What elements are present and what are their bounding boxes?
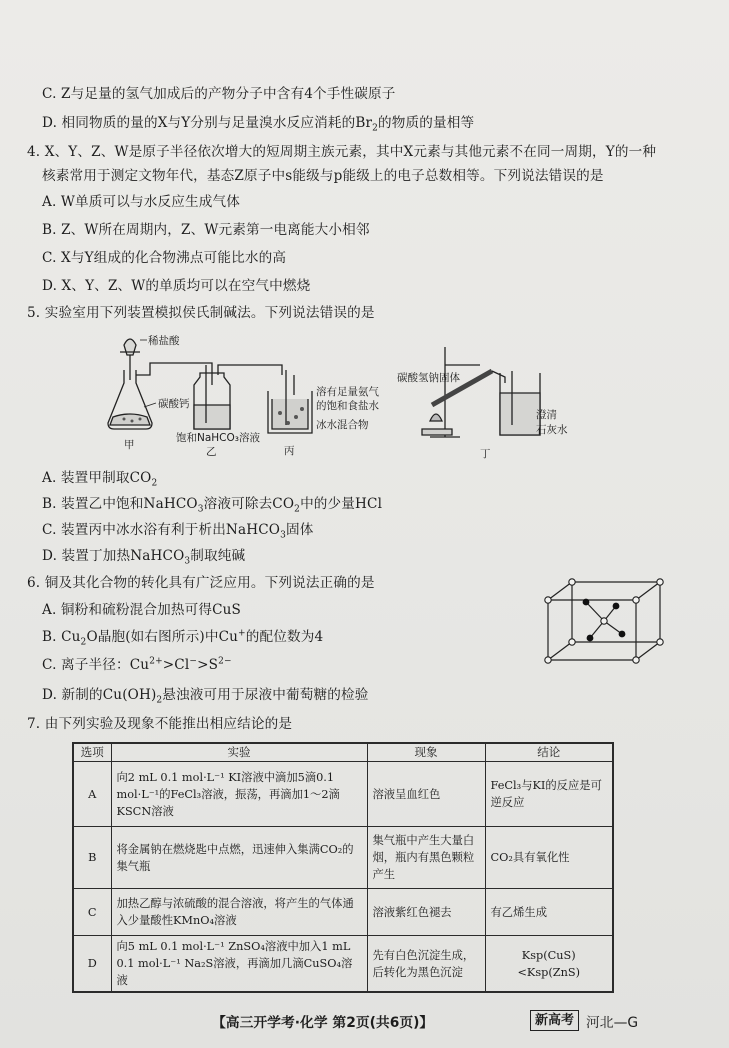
row-conclusion: CO₂具有氧化性	[485, 827, 613, 889]
row-experiment: 向5 mL 0.1 mol·L⁻¹ ZnSO₄溶液中加入1 mL 0.1 mol·L⁻¹ Na₂S溶液，再滴加几滴CuSO₄溶液	[111, 936, 367, 993]
table-row	[73, 762, 613, 827]
label-brine-2: 的饱和食盐水	[316, 400, 379, 412]
label-ice-water: 冰水混合物	[316, 419, 369, 431]
q4-option-c: C. X与Y组成的化合物沸点可能比水的高	[42, 250, 287, 266]
row-experiment: 向2 mL 0.1 mol·L⁻¹ KI溶液中滴加5滴0.1 mol·L⁻¹的FeCl₃溶液，振荡，再滴加1～2滴KSCN溶液	[111, 762, 367, 827]
q3-option-d: D. 相同物质的量的X与Y分别与足量溴水反应消耗的$Br_2$的物质的量相等	[42, 115, 475, 134]
row-phenomenon: 溶液呈血红色	[367, 762, 485, 827]
label-nahco3-solid: 碳酸氢钠固体	[397, 372, 460, 384]
table-header-row	[73, 743, 613, 762]
row-option: D	[73, 936, 111, 993]
q4-option-b: B. Z、W所在周期内，Z、W元素第一电离能大小相邻	[42, 222, 370, 238]
label-lime-2: 石灰水	[536, 424, 568, 436]
table-row	[73, 827, 613, 889]
label-jia: 甲	[124, 439, 135, 451]
row-experiment: 将金属钠在燃烧匙中点燃，迅速伸入集满CO₂的集气瓶	[111, 827, 367, 889]
q6-stem: 6. 铜及其化合物的转化具有广泛应用。下列说法正确的是	[27, 575, 375, 591]
q3-option-c: C. Z与足量的氢气加成后的产物分子中含有4个手性碳原子	[42, 86, 396, 102]
q5-option-a: A. 装置甲制取$CO_2$	[42, 470, 158, 489]
header-phenomenon: 现象	[367, 743, 485, 762]
q4-option-a: A. W单质可以与水反应生成气体	[42, 194, 240, 210]
table-row	[73, 936, 613, 993]
label-brine-1: 溶有足量氨气	[316, 386, 379, 398]
label-nahco3-solution: 饱和NaHCO₃溶液	[176, 432, 260, 444]
q5-option-b: B. 装置乙中饱和NaHCO$_3$溶液可除去$CO_2$中的少量HCl	[42, 496, 383, 515]
label-caco3: 碳酸钙	[158, 398, 190, 410]
label-dilute-hcl: 稀盐酸	[148, 335, 180, 347]
table-row	[73, 889, 613, 936]
label-yi: 乙	[206, 446, 217, 458]
label-ding: 丁	[480, 448, 491, 460]
row-option: B	[73, 827, 111, 889]
experiment-table	[72, 742, 614, 993]
q6-option-d: D. 新制的$Cu(OH)_2$悬浊液可用于尿液中葡萄糖的检验	[42, 687, 369, 706]
header-option: 选项	[73, 743, 111, 762]
q4-option-d: D. X、Y、Z、W的单质均可以在空气中燃烧	[42, 278, 311, 294]
row-option: A	[73, 762, 111, 827]
q5-option-d: D. 装置丁加热NaHCO$_3$制取纯碱	[42, 548, 246, 567]
q4-stem-line1: 4. X、Y、Z、W是原子半径依次增大的短周期主族元素，其中X元素与其他元素不在同一周期，Y的一种	[27, 144, 657, 160]
q5-option-c: C. 装置丙中冰水浴有利于析出NaHCO$_3$固体	[42, 522, 314, 541]
label-bing: 丙	[284, 445, 295, 457]
apparatus-svg	[100, 325, 570, 465]
row-phenomenon: 溶液紫红色褪去	[367, 889, 485, 936]
row-conclusion: FeCl₃与KI的反应是可逆反应	[485, 762, 613, 827]
row-phenomenon: 集气瓶中产生大量白烟，瓶内有黑色颗粒产生	[367, 827, 485, 889]
q6-option-a: A. 铜粉和硫粉混合加热可得CuS	[42, 602, 242, 618]
q4-stem-line2: 核素常用于测定文物年代，基态Z原子中s能级与p能级上的电子总数相等。下列说法错误的是	[42, 168, 604, 184]
q7-stem: 7. 由下列实验及现象不能推出相应结论的是	[27, 716, 293, 732]
q5-apparatus-figure	[100, 325, 570, 465]
header-conclusion: 结论	[485, 743, 613, 762]
q7-table	[72, 742, 612, 987]
header-experiment: 实验	[111, 743, 367, 762]
row-conclusion: Ksp(CuS)<Ksp(ZnS)	[485, 936, 613, 993]
row-experiment: 加热乙醇与浓硫酸的混合溶液，将产生的气体通入少量酸性KMnO₄溶液	[111, 889, 367, 936]
row-phenomenon: 先有白色沉淀生成，后转化为黑色沉淀	[367, 936, 485, 993]
region-code: 河北—G	[586, 1015, 639, 1031]
q6-option-c: C. 离子半径：$Cu^{2+}>Cl^->S^{2-}$	[42, 656, 232, 673]
new-gaokao-badge: 新高考	[530, 1010, 579, 1031]
label-lime-1: 澄清	[536, 409, 557, 421]
row-conclusion: 有乙烯生成	[485, 889, 613, 936]
q6-option-b: B. $Cu_2O$晶胞(如右图所示)中Cu+的配位数为4	[42, 628, 324, 648]
page-footer: 【高三开学考·化学 第2页(共6页)】	[212, 1015, 434, 1031]
unit-cell-svg	[540, 576, 670, 666]
q5-stem: 5. 实验室用下列装置模拟侯氏制碱法。下列说法错误的是	[27, 305, 375, 321]
row-option: C	[73, 889, 111, 936]
cu2o-unit-cell-figure	[540, 576, 670, 666]
